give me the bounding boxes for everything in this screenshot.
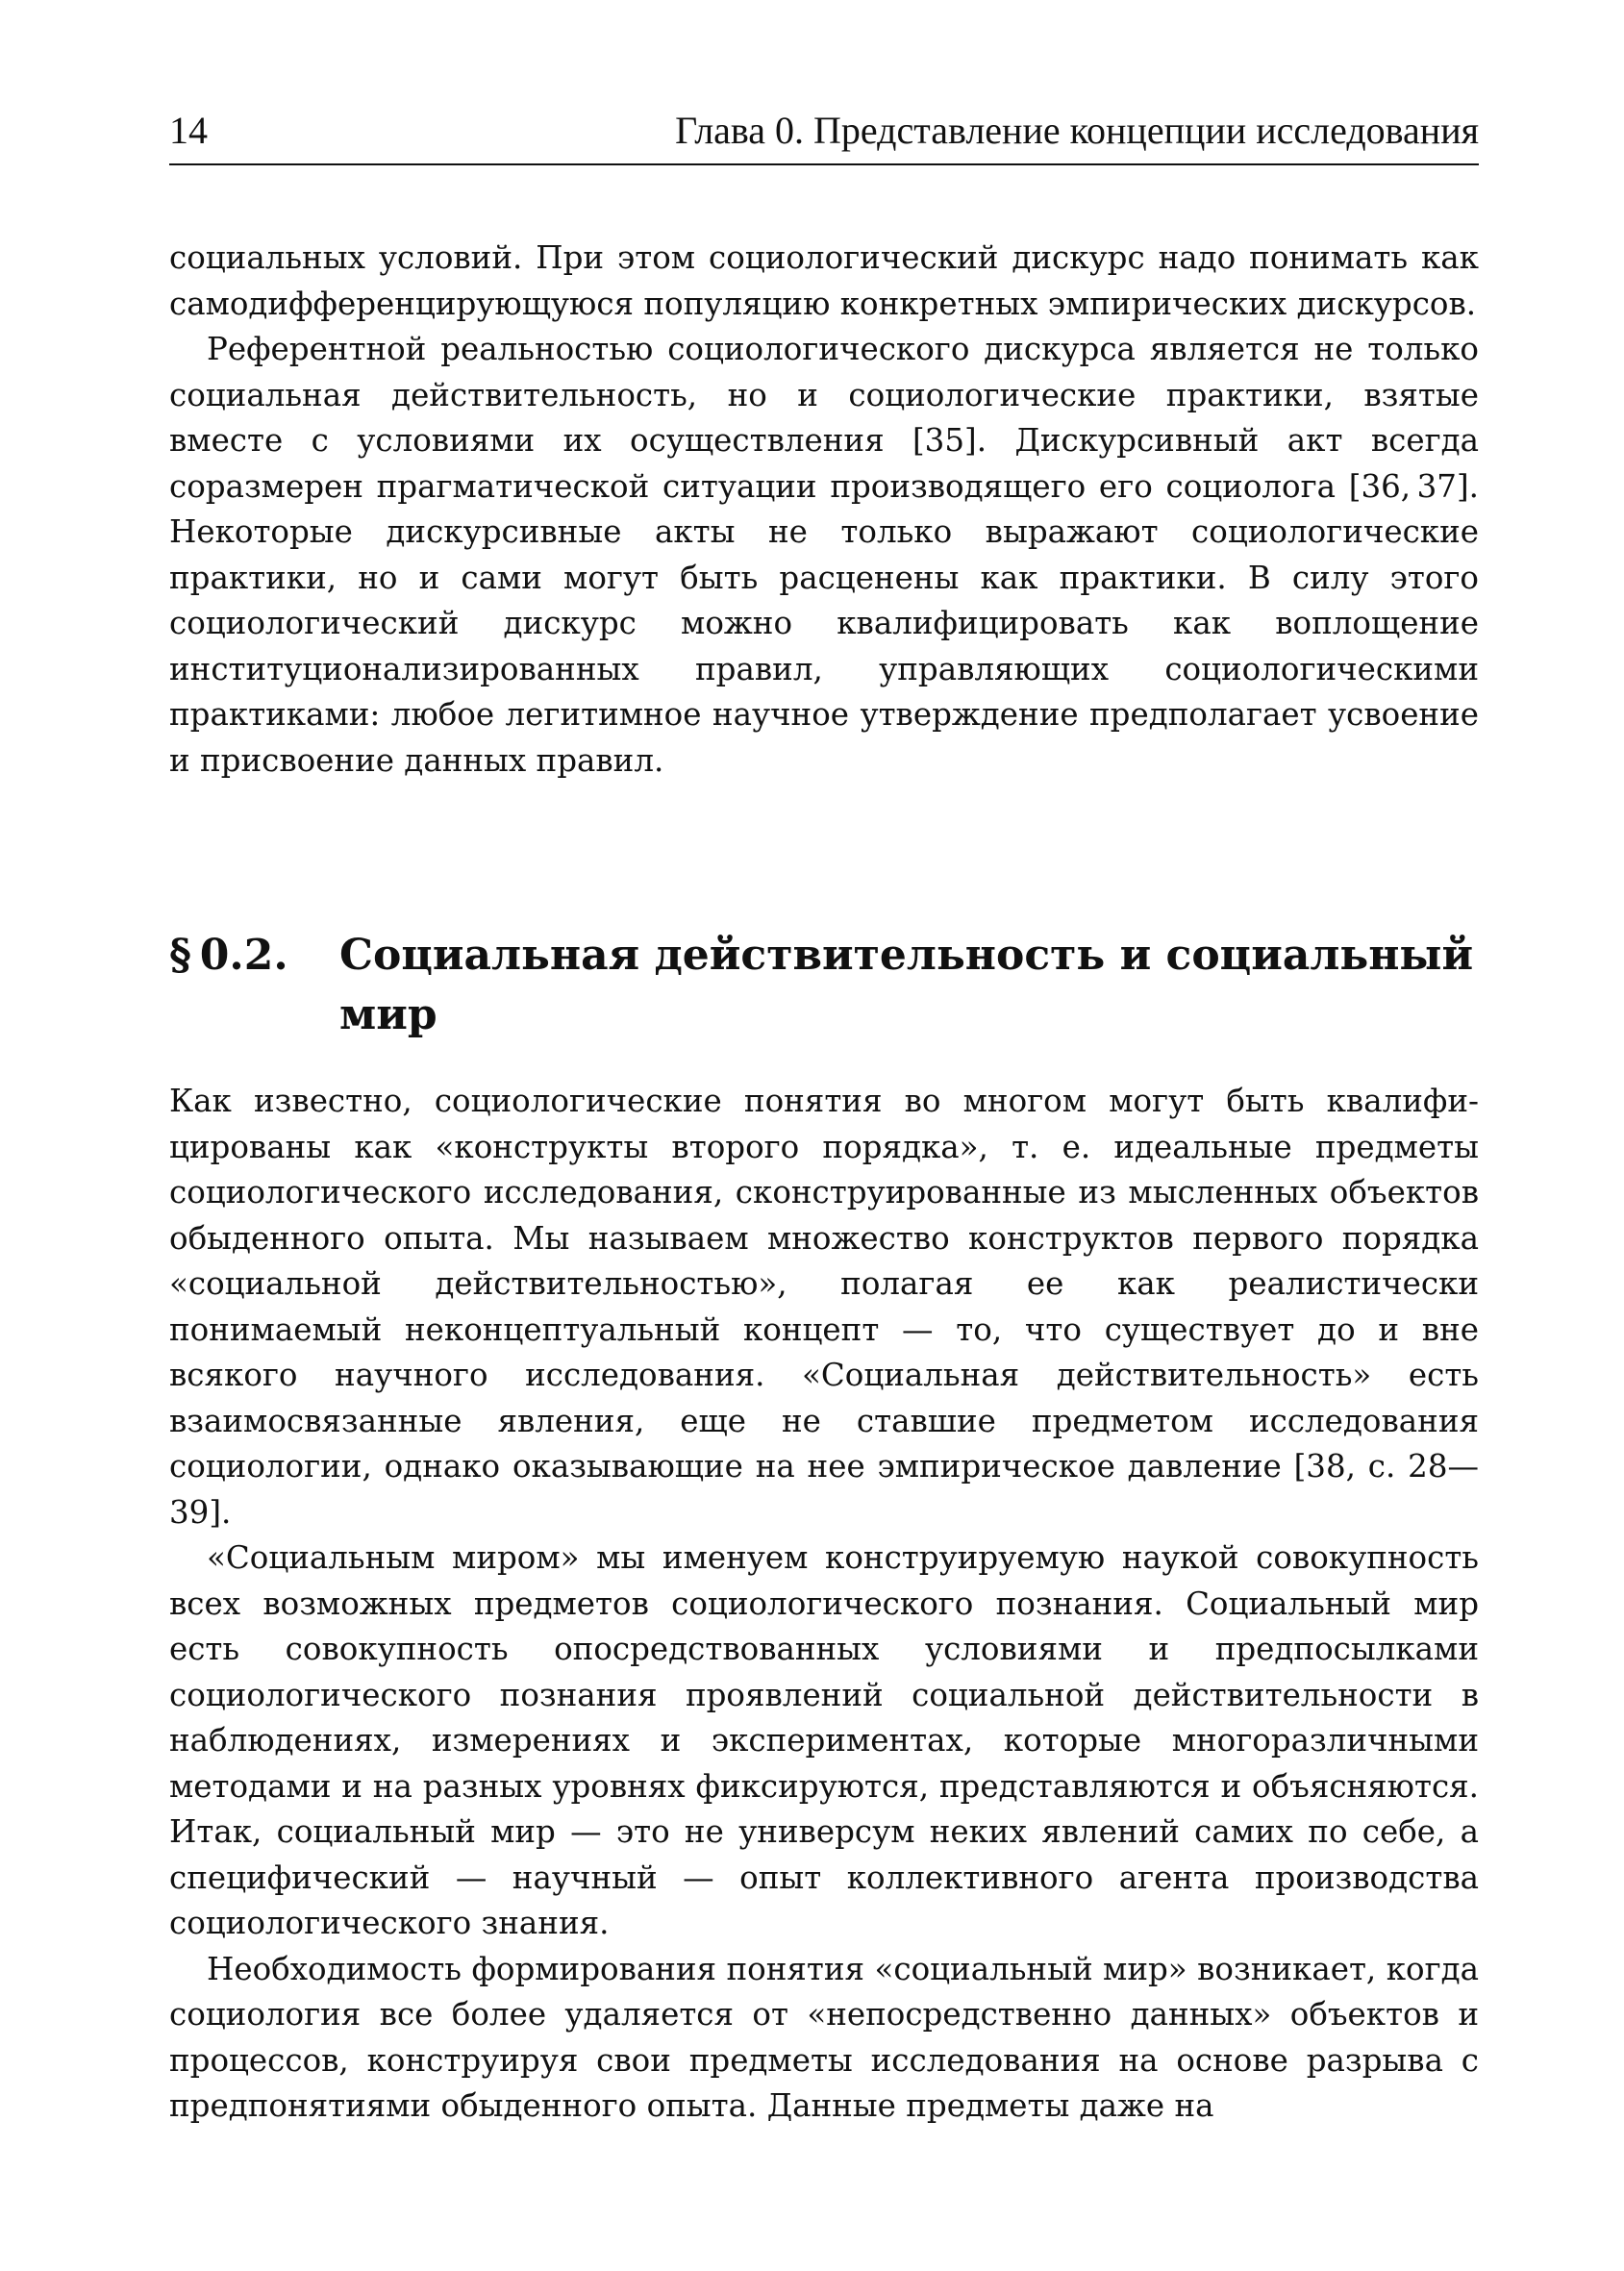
section-number: § 0.2. bbox=[169, 931, 288, 980]
paragraph: Необходимость формирования понятия «социальный мир» возникает, когда социология все более удаляется от «непосредственно данных» объектов и процессов, конструируя свои предметы исследования на основе разрыва с предпонятиями обыденного опыта. Данные предметы даже на bbox=[169, 1950, 1479, 2124]
paragraph: Как известно, социологические понятия во многом могут быть квалифицированы как «конструкты второго порядка», т. е. идеальные предметы социологического исследования, сконструированные из мысленных объектов обыденного опыта. Мы называем множество конструктов первого порядка «социальной действительностью», полагая ее как реалистически понимаемый неконцептуальный концепт — то, что существует до и вне всякого научного исследования. «Социальная действительность» есть взаимосвязанные явления, еще не ставшие предметом исследования социологии, однако оказывающие на нее эмпирическое давление [38, с. 28—39]. bbox=[169, 1083, 1479, 1531]
running-head: Глава 0. Представление концепции исследования bbox=[675, 109, 1479, 152]
paragraph: Референтной реальностью социологического дискурса является не только социальная действительность, но и социологические практики, взятые вместе с условиями их осуществления [35]. Дискурсивный акт всегда соразмерен прагматической ситуации производящего его социолога [36, 37]. Некоторые дискурсивные акты не только выражают социологические практики, но и сами могут быть расценены как практики. В силу этого социологический дискурс можно квалифицировать как воплощение институционализированных правил, управляющих социологическими практиками: любое легитимное научное утверждение предполагает усвоение и присвоение данных правил. bbox=[169, 331, 1479, 779]
paragraph: «Социальным миром» мы именуем конструируемую наукой совокупность всех возможных предметов социологического познания. Социальный мир есть совокупность опосредствованных условиями и предпосылками социологического познания проявлений социальной действительности в наблюдениях, измерениях и экспериментах, которые многоразличными методами и на разных уровнях фиксируются, представляются и объясняются. Итак, социальный мир — это не универсум неких явлений самих по себе, а специфический — научный — опыт коллективного агента производства социологического знания. bbox=[169, 1539, 1479, 1941]
page-header bbox=[169, 108, 1479, 165]
text-block-top bbox=[169, 236, 1479, 784]
section-title: Социальная действительность и социальный мир bbox=[339, 931, 1474, 1039]
paragraph: социальных условий. При этом социологический дискурс надо понимать как самодифференцирующуюся популяцию конкретных эмпирических дискурсов. bbox=[169, 239, 1479, 322]
page-number: 14 bbox=[169, 109, 208, 152]
text-block-section bbox=[169, 1079, 1479, 2130]
